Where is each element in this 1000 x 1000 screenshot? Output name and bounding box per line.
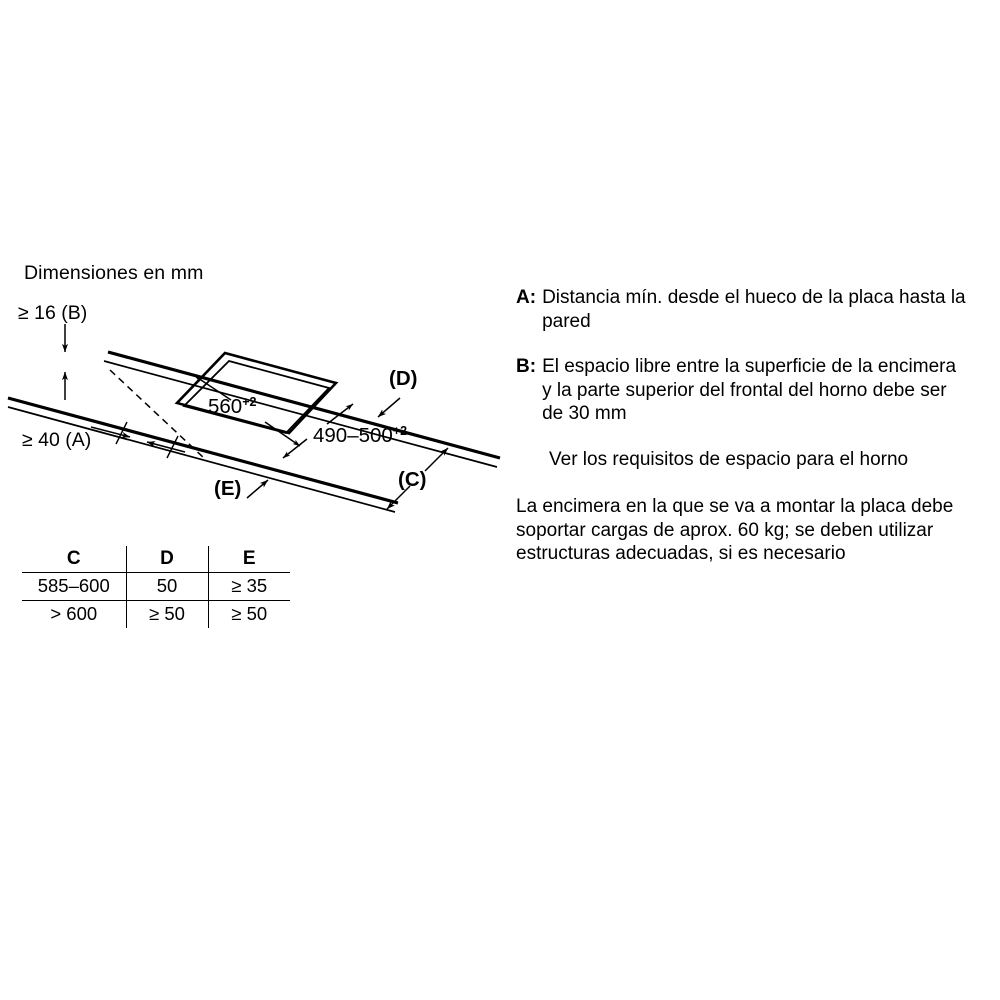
- dimension-b-label: ≥ 16 (B): [18, 302, 88, 324]
- note-b-text: El espacio libre entre la superficie de la encimera y la parte superior del frontal del horno debe ser de 30 mm: [542, 356, 957, 424]
- table-header-e: E: [208, 546, 290, 573]
- table-cell-e: ≥ 35: [208, 573, 290, 601]
- callout-d-label: (D): [389, 367, 418, 390]
- worktop-far-edge-inner: [104, 361, 497, 467]
- hidden-construction-line: [110, 370, 205, 459]
- note-oven-space-text: Ver los requisitos de espacio para el horno: [549, 448, 909, 470]
- note-load-capacity: [516, 495, 966, 566]
- note-a: [516, 286, 966, 333]
- note-oven-space: [516, 448, 966, 472]
- note-b: [516, 355, 966, 426]
- note-a-key: A:: [516, 287, 537, 308]
- callout-e-label: (E): [214, 477, 242, 500]
- cutout-width-tolerance: +2: [242, 395, 257, 409]
- table-cell-e: ≥ 50: [208, 601, 290, 629]
- cutout-depth-label: [313, 424, 407, 447]
- note-b-key: B:: [516, 356, 537, 377]
- dimension-a-label: ≥ 40 (A): [22, 429, 92, 451]
- table-cell-d: ≥ 50: [126, 601, 208, 629]
- cutout-width-value: 560: [208, 395, 243, 418]
- notes-column: [516, 286, 966, 588]
- table-header-d: D: [126, 546, 208, 573]
- callout-e-arrow: [247, 480, 268, 498]
- table-row: [22, 601, 290, 629]
- table-cell-c: > 600: [50, 603, 98, 624]
- note-a-text: Distancia mín. desde el hueco de la placa hasta la pared: [542, 287, 966, 332]
- worktop-near-edge-inner: [8, 407, 395, 512]
- worktop-cutout-diagram: [0, 296, 510, 546]
- cutout-depth-value: 490–500: [313, 424, 393, 447]
- callout-d-arrow: [378, 398, 400, 417]
- table-row: [22, 573, 290, 601]
- clearance-table: [22, 546, 290, 628]
- table-cell-c: 585–600: [22, 573, 126, 601]
- page-title: Dimensiones en mm: [24, 262, 204, 284]
- callout-c-label: (C): [398, 468, 427, 491]
- cutout-width-label: [208, 395, 257, 418]
- table-header-c: C: [22, 546, 126, 573]
- dimension-a-arrow: [91, 427, 185, 452]
- table-cell-d: 50: [126, 573, 208, 601]
- table-header-row: [22, 546, 290, 573]
- cutout-depth-tolerance: +2: [392, 424, 408, 438]
- note-load-capacity-text: La encimera en la que se va a montar la placa debe soportar cargas de aprox. 60 kg; se deben utilizar estructuras adecuadas, si es necesario: [516, 496, 954, 564]
